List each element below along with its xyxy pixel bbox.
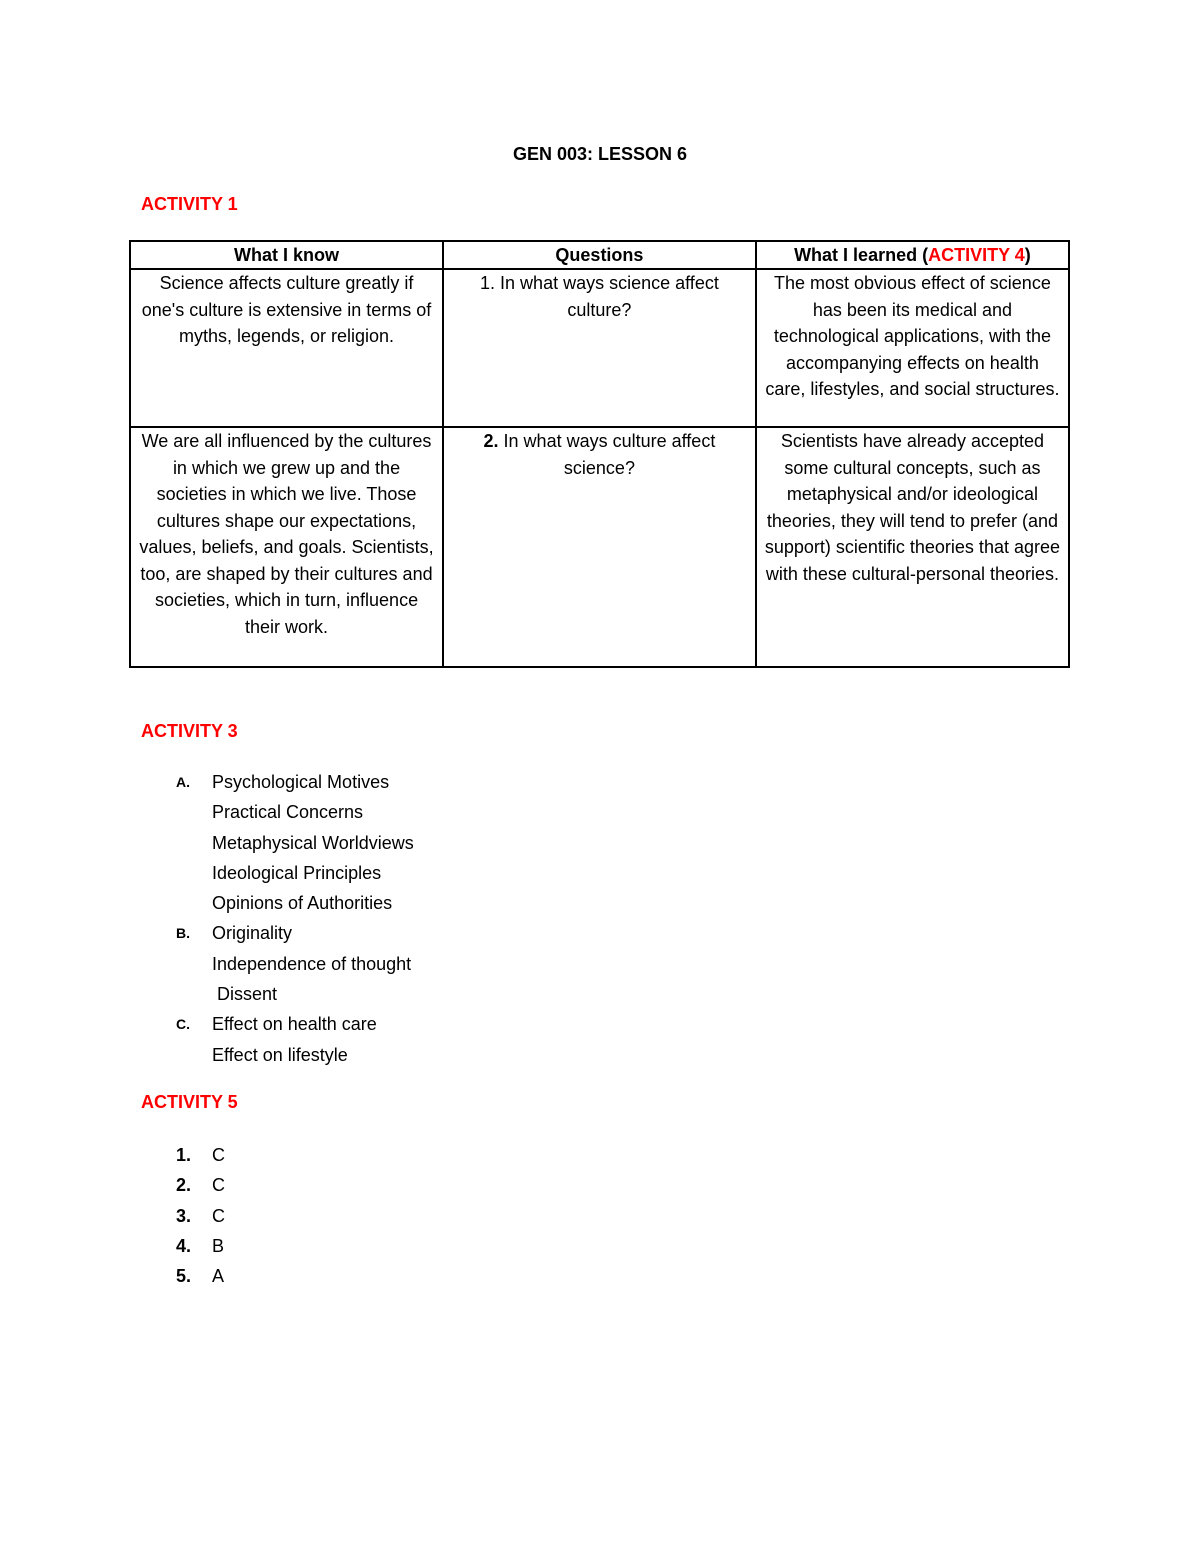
page-title: GEN 003: LESSON 6 xyxy=(512,144,688,164)
header-learned-prefix: What I learned ( xyxy=(794,245,929,265)
answer-value: C xyxy=(212,1175,225,1196)
kwl-table xyxy=(129,240,1070,668)
answer-item xyxy=(170,1261,225,1291)
answer-value: A xyxy=(212,1266,225,1287)
list-item xyxy=(170,767,414,918)
activity-3-list xyxy=(170,767,414,1070)
list-item-text: Effect on health care xyxy=(212,1014,377,1035)
list-item-text: Opinions of Authorities xyxy=(212,893,393,914)
activity-5-heading: ACTIVITY 5 xyxy=(141,1092,238,1112)
answer-number: 2. xyxy=(176,1175,192,1196)
question-text: In what ways culture affect science? xyxy=(503,431,716,478)
answer-value: B xyxy=(212,1235,225,1256)
cell-learned: The most obvious effect of science has been its medical and technological applications, with the accompanying effects on health care, lifestyles, and social structures. xyxy=(756,269,1069,427)
answer-number: 4. xyxy=(176,1235,192,1256)
list-item-text: Independence of thought xyxy=(212,953,412,974)
list-marker: A. xyxy=(176,774,190,790)
cell-question xyxy=(443,269,756,427)
question-text: In what ways science affect culture? xyxy=(500,273,719,320)
list-item-text: Psychological Motives xyxy=(212,772,390,792)
activity-3-heading: ACTIVITY 3 xyxy=(141,721,238,741)
list-item-text: Dissent xyxy=(217,984,278,1005)
answer-number: 5. xyxy=(176,1266,192,1287)
list-item xyxy=(170,918,414,1009)
cell-know: Science affects culture greatly if one's culture is extensive in terms of myths, legends, or religion. xyxy=(130,269,443,427)
list-item xyxy=(170,1009,414,1070)
list-item-text: Metaphysical Worldviews xyxy=(212,832,414,853)
activity-5-answers xyxy=(170,1140,225,1291)
answer-item xyxy=(170,1201,225,1231)
list-item-text: Practical Concerns xyxy=(212,802,364,823)
header-what-i-learned xyxy=(756,241,1069,269)
cell-learned: Scientists have already accepted some cultural concepts, such as metaphysical and/or ideological theories, they will tend to prefer (and support) scientific theories that agree with these cultural-personal theories. xyxy=(756,427,1069,667)
header-learned-suffix: ) xyxy=(1024,245,1031,265)
list-item-text: Effect on lifestyle xyxy=(212,1044,348,1065)
answer-item xyxy=(170,1140,225,1170)
answer-number: 1. xyxy=(176,1145,192,1165)
list-item-text: Ideological Principles xyxy=(212,862,382,883)
header-questions: Questions xyxy=(443,241,756,269)
answer-value: C xyxy=(212,1145,225,1165)
list-item-text: Originality xyxy=(212,923,293,944)
cell-question xyxy=(443,427,756,667)
header-what-i-know: What I know xyxy=(130,241,443,269)
question-number: 1. xyxy=(480,273,496,293)
activity-1-heading: ACTIVITY 1 xyxy=(141,194,238,214)
answer-value: C xyxy=(212,1205,225,1226)
table-row xyxy=(130,427,1069,667)
answer-item xyxy=(170,1231,225,1261)
answer-item xyxy=(170,1170,225,1200)
question-number: 2. xyxy=(483,431,499,451)
header-learned-activity-ref: ACTIVITY 4 xyxy=(928,245,1025,265)
list-marker: B. xyxy=(176,925,190,942)
table-header-row xyxy=(130,241,1069,269)
table-row xyxy=(130,269,1069,427)
cell-know: We are all influenced by the cultures in which we grew up and the societies in which we live. Those cultures shape our expectations, values, beliefs, and goals. Scientists, too, are shaped by their cultures and societies, which in turn, influence their work. xyxy=(130,427,443,667)
answer-number: 3. xyxy=(176,1205,192,1226)
list-marker: C. xyxy=(176,1016,190,1033)
